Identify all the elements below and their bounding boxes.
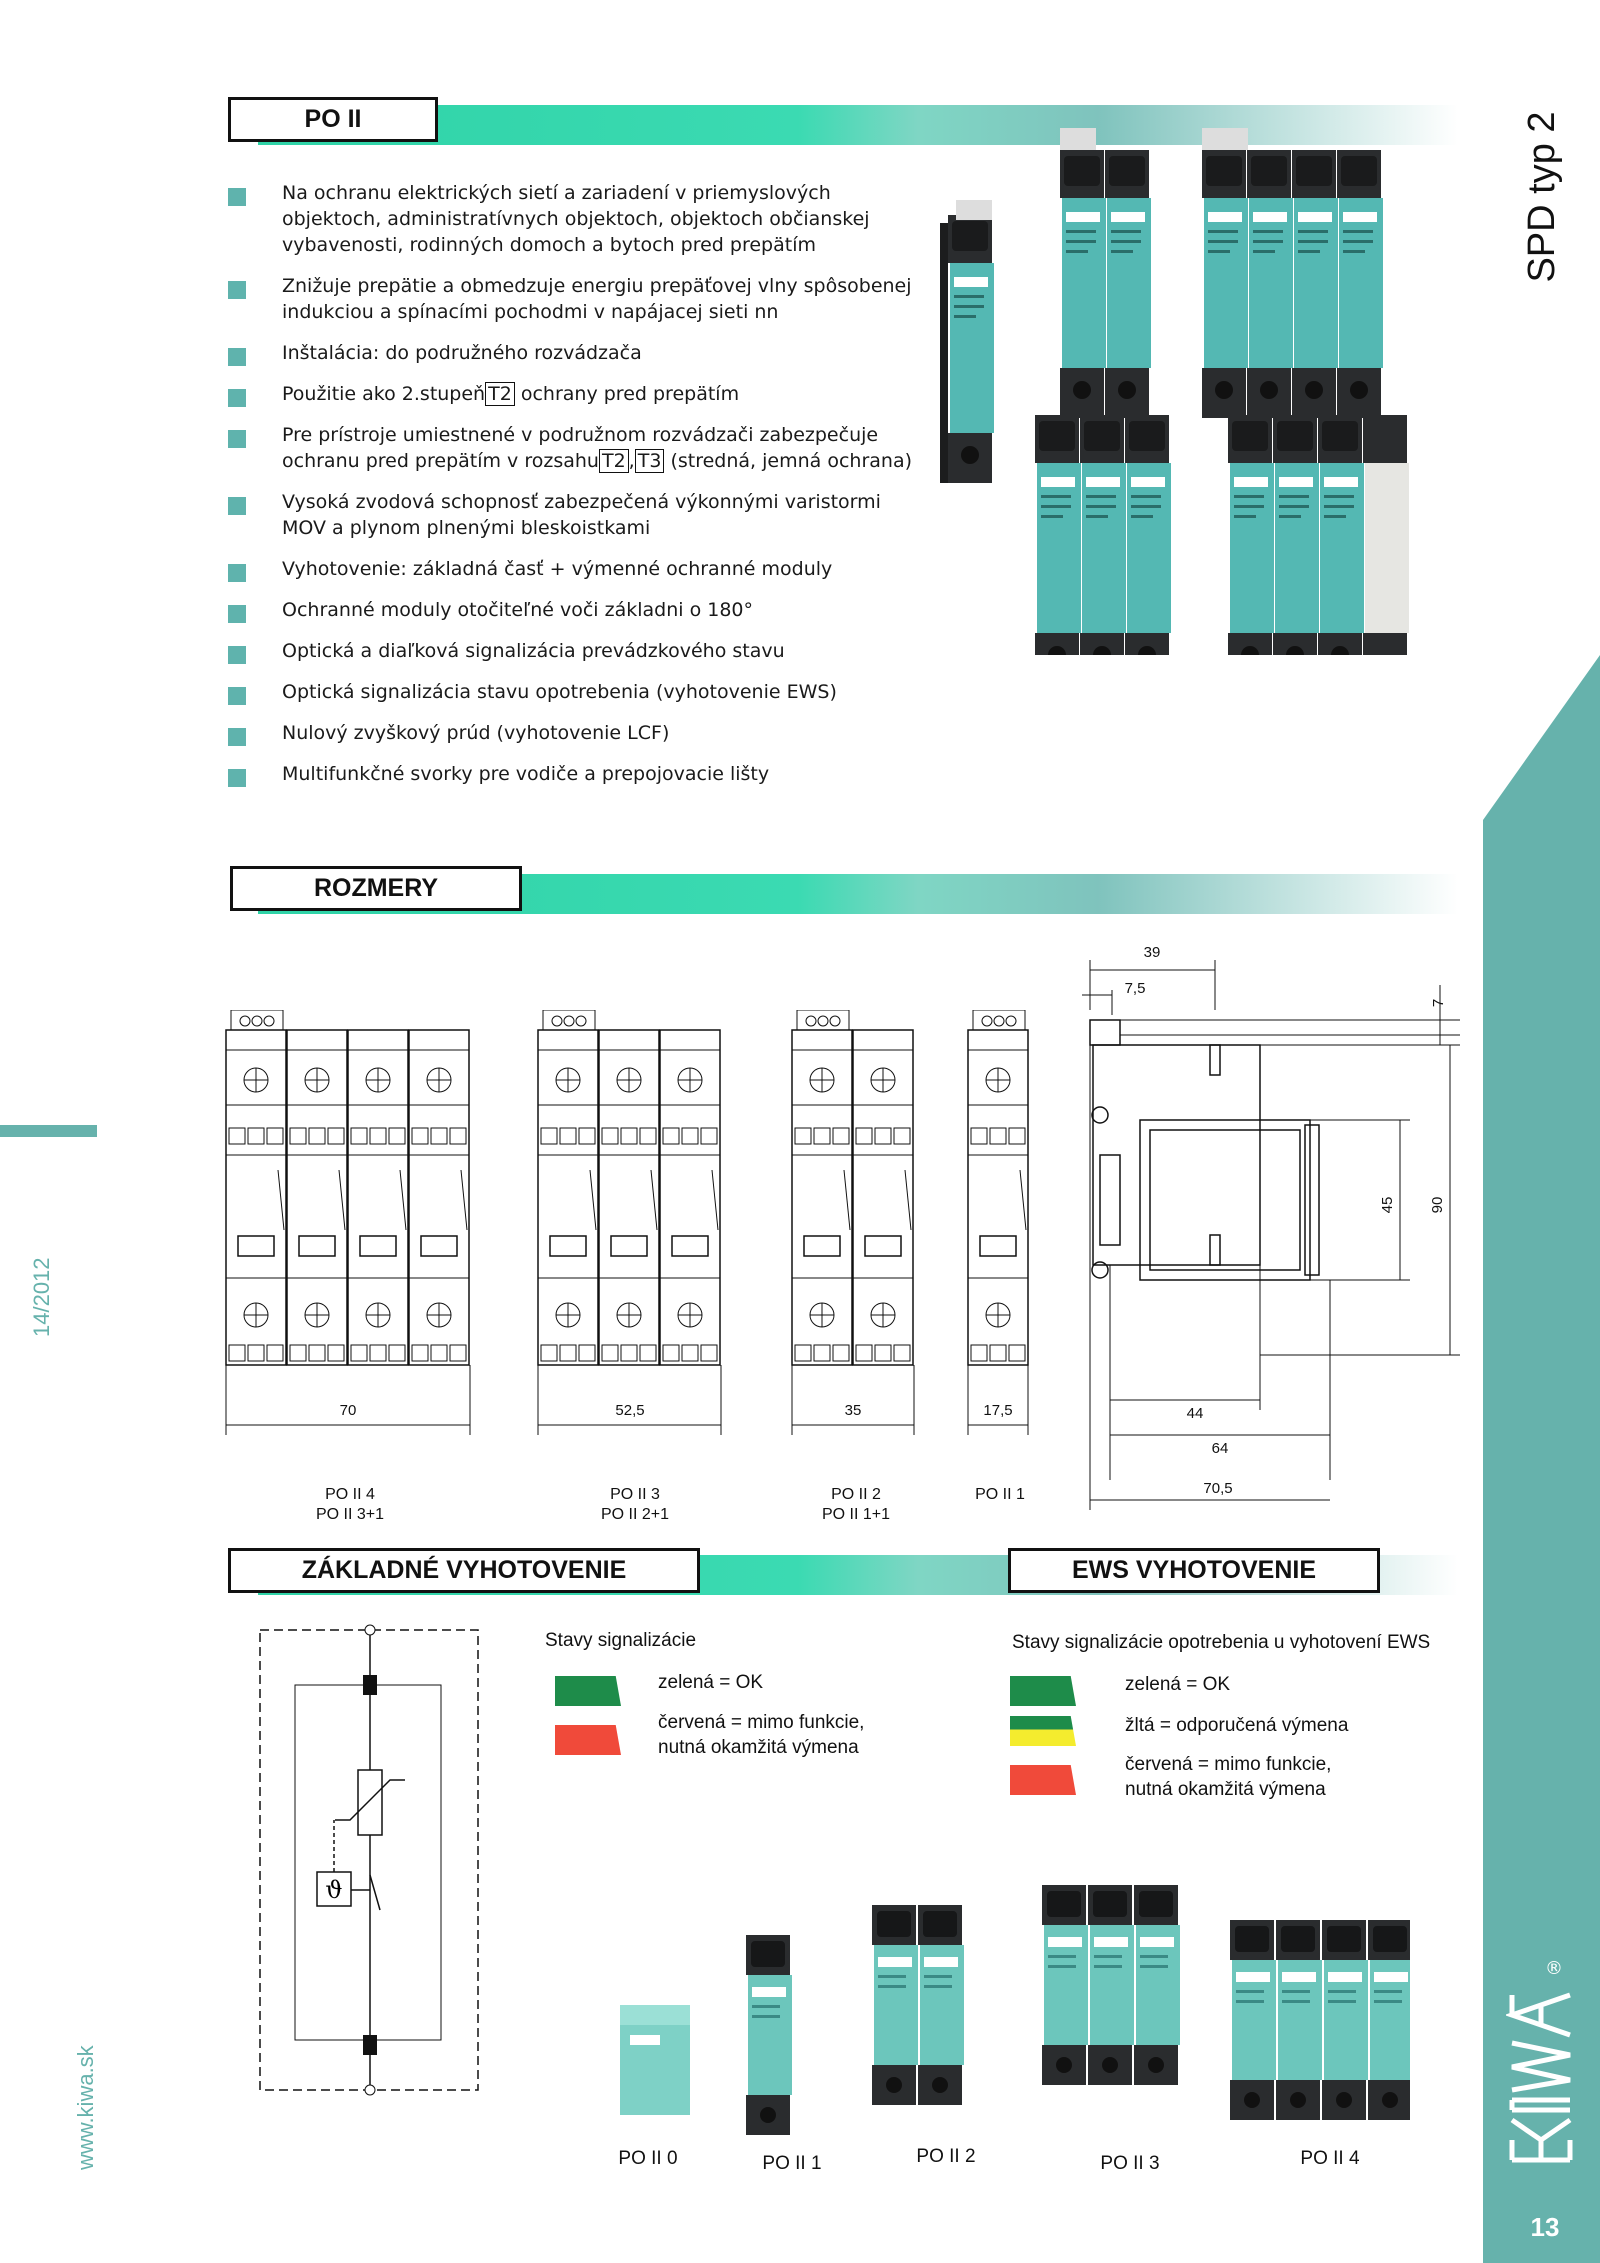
- swatch-red: [555, 1725, 621, 1755]
- legend-line: červená = mimo funkcie,: [658, 1712, 865, 1733]
- feature-item: Nulový zvyškový prúd (vyhotovenie LCF): [228, 720, 948, 746]
- dimension-drawings-front: [220, 1010, 1040, 1460]
- dim-44: 44: [1186, 1405, 1204, 1422]
- swatch-red: [1010, 1765, 1076, 1795]
- caption-line: PO II 3: [610, 1486, 660, 1503]
- photo-caption-po2-1: PO II 1: [762, 2153, 822, 2174]
- feature-list: [228, 180, 948, 802]
- page-number: 13: [1530, 2212, 1560, 2242]
- feature-item: [228, 381, 948, 407]
- feature-text: ,: [628, 450, 635, 472]
- caption-po2-2: [796, 1485, 916, 1525]
- caption-line: PO II 3+1: [315, 1506, 385, 1523]
- caption-line: PO II 2+1: [600, 1506, 670, 1523]
- rozmery-header: ROZMERY: [230, 866, 522, 911]
- caption-line: PO II 2: [831, 1486, 881, 1503]
- feature-item: Na ochranu elektrických sietí a zariadení v priemyslových objektoch, administratívnych objektoch, objektoch občianskej vybavenosti, rodinných domoch a bytoch pred prepätím: [228, 180, 888, 258]
- dim-70: 70: [339, 1402, 357, 1419]
- dim-39: 39: [1143, 944, 1161, 961]
- website-label: www.kiwa.sk: [73, 2045, 98, 2170]
- feature-item: Inštalácia: do podružného rozvádzača: [228, 340, 948, 366]
- feature-text: Použitie ako 2.stupeň: [282, 383, 486, 405]
- feature-item: Vysoká zvodová schopnosť zabezpečená výkonnými varistormi MOV a plynom plnenými bleskoistkami: [228, 489, 918, 541]
- basic-red-label: [658, 1710, 864, 1760]
- ews-red-label: [1125, 1752, 1331, 1802]
- feature-item: Vyhotovenie: základná časť + výmenné ochranné moduly: [228, 556, 948, 582]
- feature-item: Multifunkčné svorky pre vodiče a prepojovacie lišty: [228, 761, 948, 787]
- ews-legend-title: Stavy signalizácie opotrebenia u vyhotovení EWS: [1012, 1632, 1431, 1653]
- dim-45: 45: [1379, 1196, 1396, 1214]
- ews-header: EWS VYHOTOVENIE: [1008, 1548, 1380, 1593]
- tag-t2: T2: [599, 449, 629, 473]
- caption-po2-4: [290, 1485, 410, 1525]
- dim-90: 90: [1429, 1196, 1446, 1214]
- feature-text: Pre prístroje umiestnené v podružnom rozvádzači zabezpečuje ochranu pred prepätím v rozsahu: [282, 424, 879, 472]
- product-photo-top: [940, 125, 1440, 655]
- kiwa-logo: [1506, 1955, 1576, 2165]
- caption-line: PO II 4: [325, 1486, 375, 1503]
- legend-line: nutná okamžitá výmena: [658, 1737, 859, 1758]
- feature-item: Znižuje prepätie a obmedzuje energiu prepäťovej vlny spôsobenej indukciou a spínacími pochodmi v napájacej sieti nn: [228, 273, 948, 325]
- dim-7-5: 7,5: [1124, 980, 1146, 997]
- feature-item: Ochranné moduly otočiteľné voči základni o 180°: [228, 597, 948, 623]
- product-photo-bottom: [610, 1880, 1410, 2140]
- dim-35: 35: [844, 1402, 862, 1419]
- basic-green-label: zelená = OK: [658, 1672, 764, 1693]
- legend-line: nutná okamžitá výmena: [1125, 1779, 1326, 1800]
- ews-green-label: zelená = OK: [1125, 1674, 1231, 1695]
- photo-caption-po2-3: PO II 3: [1100, 2153, 1160, 2174]
- left-accent-bar: [0, 1125, 97, 1137]
- ews-yellow-label: žltá = odporučená výmena: [1125, 1715, 1349, 1736]
- basic-legend-title: Stavy signalizácie: [545, 1630, 697, 1651]
- swatch-green: [1010, 1676, 1076, 1706]
- caption-po2-1: PO II 1: [975, 1486, 1025, 1503]
- theta-symbol: ϑ: [325, 1876, 343, 1904]
- side-strip: [1483, 0, 1600, 2263]
- dimension-drawing-side: [1060, 935, 1480, 1515]
- zakladne-header: ZÁKLADNÉ VYHOTOVENIE: [228, 1548, 700, 1593]
- feature-text: (stredná, jemná ochrana): [664, 450, 912, 472]
- swatch-yellow: [1010, 1716, 1076, 1746]
- circuit-schematic: [255, 1620, 485, 2100]
- caption-po2-3: [575, 1485, 695, 1525]
- dim-7: 7: [1430, 998, 1447, 1008]
- feature-item: Optická a diaľková signalizácia prevádzkového stavu: [228, 638, 948, 664]
- feature-item: [228, 422, 948, 474]
- photo-caption-po2-2: PO II 2: [916, 2146, 976, 2167]
- tag-t2: T2: [485, 382, 515, 406]
- side-title: SPD typ 2: [1521, 111, 1563, 283]
- po2-header: PO II: [228, 97, 438, 142]
- feature-text: ochrany pred prepätím: [514, 383, 740, 405]
- registered-mark: ®: [1545, 1958, 1563, 1979]
- photo-caption-po2-4: PO II 4: [1300, 2148, 1360, 2169]
- swatch-green: [555, 1676, 621, 1706]
- feature-item: Optická signalizácia stavu opotrebenia (vyhotovenie EWS): [228, 679, 948, 705]
- date-label: 14/2012: [29, 1257, 54, 1337]
- dim-17-5: 17,5: [983, 1402, 1013, 1419]
- dim-70-5: 70,5: [1203, 1480, 1233, 1497]
- tag-t3: T3: [635, 449, 665, 473]
- legend-line: červená = mimo funkcie,: [1125, 1754, 1332, 1775]
- photo-caption-po2-0: PO II 0: [618, 2148, 678, 2169]
- dim-52-5: 52,5: [615, 1402, 645, 1419]
- dim-64: 64: [1211, 1440, 1229, 1457]
- caption-line: PO II 1+1: [821, 1506, 891, 1523]
